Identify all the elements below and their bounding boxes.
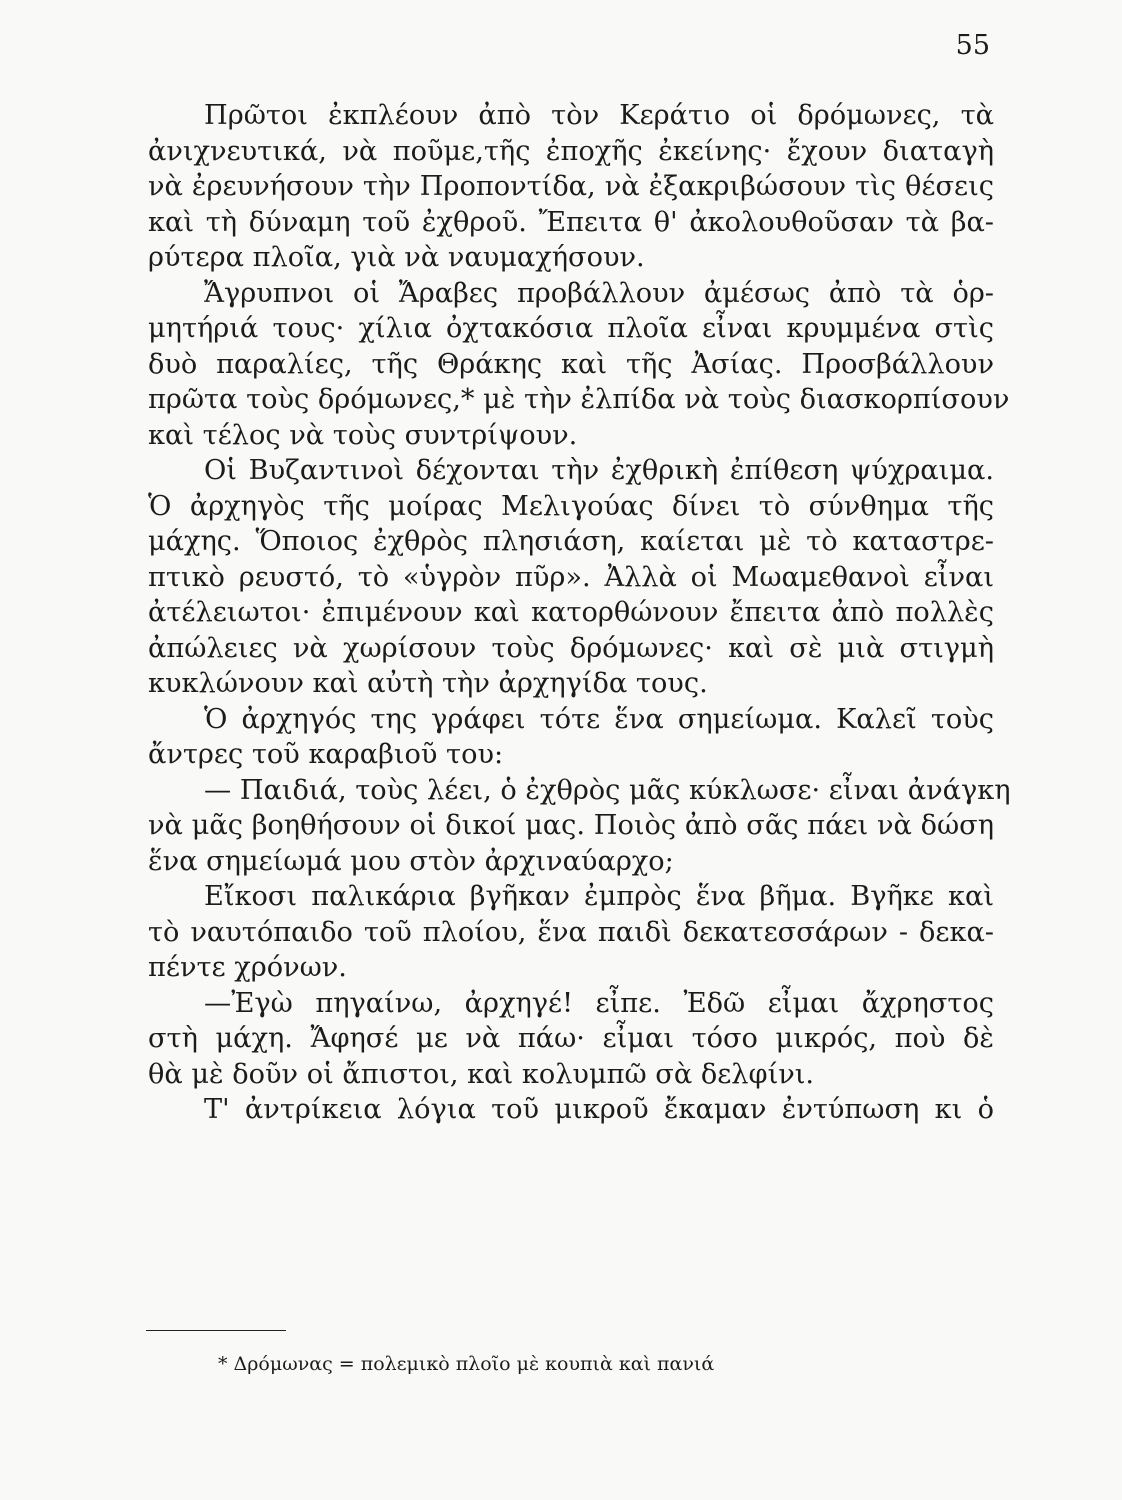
text-line: πρῶτα τοὺς δρόμωνες,* μὲ τὴν ἐλπίδα νὰ τοὺς διασκορπίσουν [148,384,1010,415]
text-line: δυὸ παραλίες, τῆς Θράκης καὶ τῆς Ἀσίας. Προσβάλλουν [148,348,994,380]
text-line: μάχης. Ὅποιος ἐχθρὸς πλησιάση, καίεται μὲ τὸ καταστρε- [148,526,994,557]
text-line: ἀτέλειωτοι· ἐπιμένουν καὶ κατορθώνουν ἔπειτα ἀπὸ πολλὲς [148,597,994,628]
text-line: νὰ μᾶς βοηθήσουν οἱ δικοί μας. Ποιὸς ἀπὸ σᾶς πάει νὰ δώση [148,810,994,841]
text-line: ἕνα σημείωμά μου στὸν ἀρχιναύαρχο; [148,845,674,877]
text-line: μητήριά τους· χίλια ὀχτακόσια πλοῖα εἶναι κρυμμένα στὶς [148,313,994,344]
text-line: ἀνιχνευτικά, νὰ ποῦμε,τῆς ἐποχῆς ἐκείνης· ἔχουν διαταγὴ [148,135,994,167]
text-line: καὶ τὴ δύναμη τοῦ ἐχθροῦ. Ἔπειτα θ' ἀκολουθοῦσαν τὰ βα- [148,206,994,238]
text-line: ἄντρες τοῦ καραβιοῦ του: [148,739,504,770]
text-line: κυκλώνουν καὶ αὐτὴ τὴν ἀρχηγίδα τους. [148,668,708,699]
text-line: —Ἐγὼ πηγαίνω, ἀρχηγέ! εἶπε. Ἐδῶ εἶμαι ἄχρηστος [204,987,994,1019]
footnote: * Δρόμωνας = πολεμικὸ πλοῖο μὲ κουπιὰ καὶ πανιά [218,1353,715,1375]
text-line: στὴ μάχη. Ἄφησέ με νὰ πάω· εἶμαι τόσο μικρός, ποὺ δὲ [148,1023,994,1054]
text-line: — Παιδιά, τοὺς λέει, ὁ ἐχθρὸς μᾶς κύκλωσε· εἶναι ἀνάγκη [204,774,1011,806]
body-text [148,98,1011,1128]
page-number: 55 [955,30,990,61]
text-line: ρύτερα πλοῖα, γιὰ νὰ ναυμαχήσουν. [148,242,645,273]
text-line: πέντε χρόνων. [148,952,347,983]
text-line: Ὁ ἀρχηγὸς τῆς μοίρας Μελιγούας δίνει τὸ σύνθημα τῆς [148,490,994,522]
text-line: Πρῶτοι ἐκπλέουν ἀπὸ τὸν Κεράτιο οἱ δρόμωνες, τὰ [204,100,994,131]
footnote-rule [146,1330,286,1331]
text-line: Ἄγρυπνοι οἱ Ἄραβες προβάλλουν ἀμέσως ἀπὸ τὰ ὁρ- [204,277,994,309]
text-line: καὶ τέλος νὰ τοὺς συντρίψουν. [148,419,578,451]
text-line: Τ' ἀντρίκεια λόγια τοῦ μικροῦ ἔκαμαν ἐντύπωση κι ὁ [204,1094,994,1125]
text-line: Εἴκοσι παλικάρια βγῆκαν ἐμπρὸς ἕνα βῆμα. Βγῆκε καὶ [204,881,994,912]
text-line: πτικὸ ρευστό, τὸ «ὑγρὸν πῦρ». Ἀλλὰ οἱ Μωαμεθανοὶ εἶναι [148,561,994,593]
text-line: τὸ ναυτόπαιδο τοῦ πλοίου, ἕνα παιδὶ δεκατεσσάρων - δεκα- [148,916,994,948]
text-line: νὰ ἐρευνήσουν τὴν Προποντίδα, νὰ ἐξακριβώσουν τὶς θέσεις [148,171,994,202]
text-line: Ὁ ἀρχηγός της γράφει τότε ἕνα σημείωμα. Καλεῖ τοὺς [204,703,994,735]
text-line: ἀπώλειες νὰ χωρίσουν τοὺς δρόμωνες· καὶ σὲ μιὰ στιγμὴ [148,632,994,664]
text-line: θὰ μὲ δοῦν οἱ ἄπιστοι, καὶ κολυμπῶ σὰ δελφίνι. [148,1058,815,1090]
text-line: Οἱ Βυζαντινοὶ δέχονται τὴν ἐχθρικὴ ἐπίθεση ψύχραιμα. [204,455,994,486]
